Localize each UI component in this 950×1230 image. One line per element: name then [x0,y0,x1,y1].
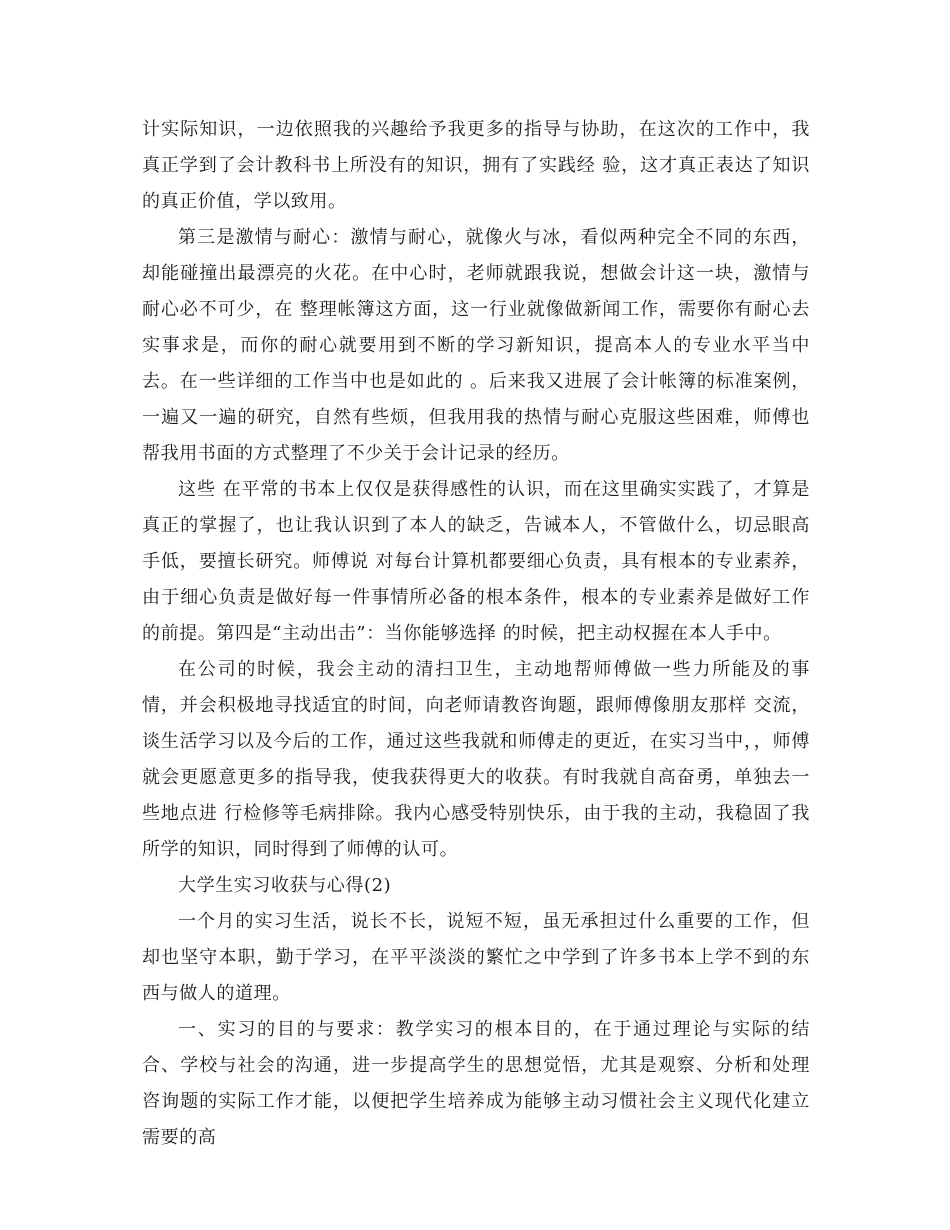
paragraph-practice-initiative: 这些 在平常的书本上仅仅是获得感性的认识，而在这里确实实践了，才算是真正的掌握了，也让我认识到了本人的缺乏，告诫本人，不管做什么，切忌眼高手低，要擅长研究。师傅说 对每台计算机都要细心负责，具有根本的专业素养，由于细心负责是做好每一件事情所必备的根本条件，根本的专业素养是做好工作的前提。第四是“主动出击”：当你能够选择 的时候，把主动权握在本人手中。 [142,479,810,644]
paragraph-internship-month: 一个月的实习生活，说长不长，说短不短，虽无承担过什么重要的工作，但却也坚守本职，勤于学习，在平平淡淡的繁忙之中学到了许多书本上学不到的东西与做人的道理。 [142,911,810,1004]
paragraph-internship-purpose: 一、实习的目的与要求：教学实习的根本目的，在于通过理论与实际的结合、学校与社会的沟通，进一步提高学生的思想觉悟，尤其是观察、分析和处理咨询题的实际工作才能，以便把学生培养成为能够主动习惯社会主义现代化建立需要的高 [142,1019,810,1148]
document-body [142,112,810,1156]
paragraph-passion-patience: 第三是激情与耐心：激情与耐心，就像火与冰，看似两种完全不同的东西，却能碰撞出最漂亮的火花。在中心时，老师就跟我说，想做会计这一块，激情与耐心必不可少，在 整理帐簿这方面，这一行业就像做新闻工作，需要你有耐心去实事求是，而你的耐心就要用到不断的学习新知识，提高本人的专业水平当中去。在一些详细的工作当中也是如此的 。后来我又进展了会计帐簿的标准案例，一遍又一遍的研究，自然有些烦，但我用我的热情与耐心克服这些困难，师傅也帮我用书面的方式整理了不少关于会计记录的经历。 [142,227,810,464]
section-heading: 大学生实习收获与心得(2) [178,875,392,896]
paragraph-continued: 计实际知识，一边依照我的兴趣给予我更多的指导与协助，在这次的工作中，我真正学到了会计教科书上所没有的知识，拥有了实践经 验，这才真正表达了知识的真正价值，学以致用。 [142,119,810,212]
paragraph-company-experience: 在公司的时候，我会主动的清扫卫生，主动地帮师傅做一些力所能及的事情，并会积极地寻找适宜的时间，向老师请教咨询题，跟师傅像朋友那样 交流，谈生活学习以及今后的工作，通过这些我就和师傅走的更近，在实习当中，，师傅就会更愿意更多的指导我，使我获得更大的收获。有时我就自高奋勇，单独去一些地点进 行检修等毛病排除。我内心感受特别快乐，由于我的主动，我稳固了我所学的知识，同时得到了师傅的认可。 [142,659,810,860]
